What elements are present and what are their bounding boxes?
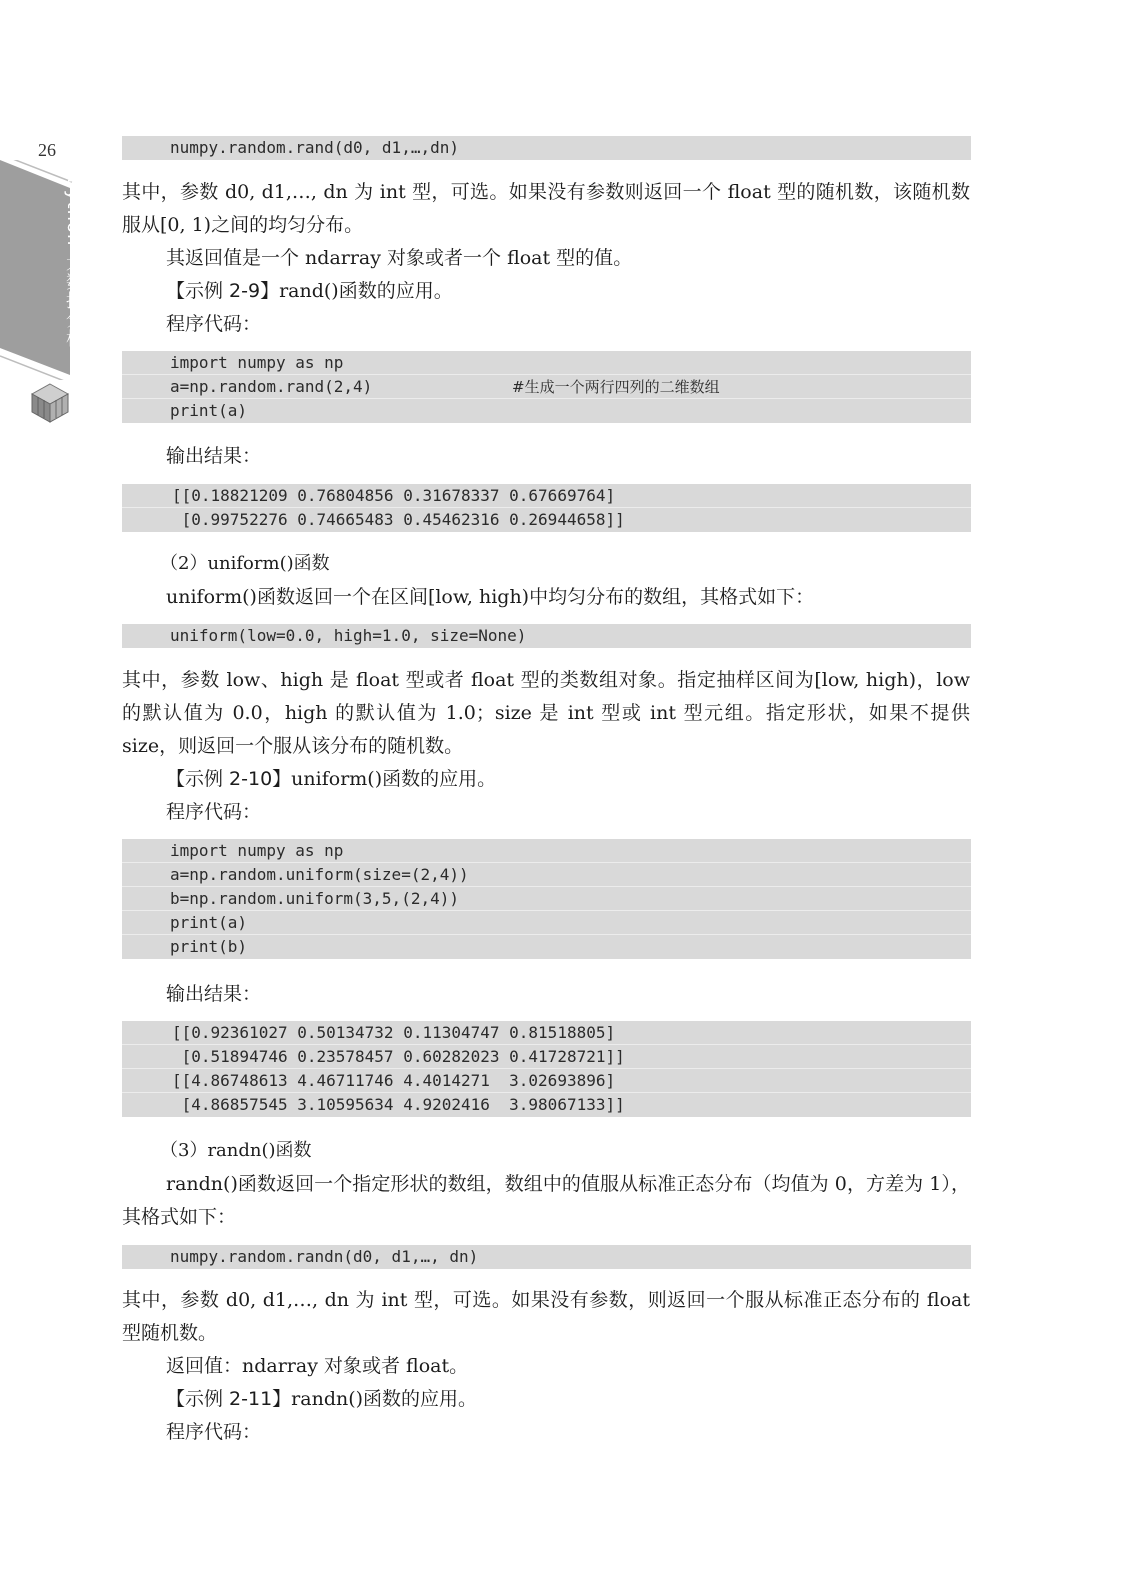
example-text: uniform()函数的应用。 (291, 768, 497, 790)
output-label: 输出结果： (166, 983, 262, 1005)
output-line: [[0.92361027 0.50134732 0.11304747 0.81518805] (122, 1021, 971, 1045)
example-tag: 【示例 2-11】 (166, 1388, 292, 1410)
output-line: [[4.86748613 4.46711746 4.4014271 3.02693896] (122, 1069, 971, 1093)
page-number: 26 (38, 140, 56, 160)
code-block-rand-signature (122, 136, 971, 160)
code-line (122, 375, 971, 399)
code-line (122, 351, 971, 375)
code-line: print(a) (122, 911, 971, 935)
code-block-example-2-9 (122, 351, 971, 423)
code-line: b=np.random.uniform(3,5,(2,4)) (122, 887, 971, 911)
output-line: [0.99752276 0.74665483 0.45462316 0.26944658]] (172, 510, 625, 529)
code-comment: #生成一个两行四列的二维数组 (512, 378, 720, 396)
side-tab-label: Python 大数据分析 (63, 178, 84, 349)
paragraph-randn-params: 其中，参数 d0, d1,…, dn 为 int 型，可选。如果没有参数，则返回一个服从标准正态分布的 float 型随机数。 (122, 1289, 970, 1344)
program-code-label: 程序代码： (166, 801, 262, 823)
paragraph-randn-intro: randn()函数返回一个指定形状的数组，数组中的值服从标准正态分布（均值为 0，方差为 1），其格式如下： (122, 1173, 970, 1228)
output-line: [0.51894746 0.23578457 0.60282023 0.41728721]] (122, 1045, 971, 1069)
code-line: import numpy as np (122, 839, 971, 863)
code-text: print(a) (170, 401, 248, 420)
output-block-example-2-10 (122, 1021, 971, 1117)
program-code-label: 程序代码： (166, 1421, 262, 1443)
paragraph-randn-return: 返回值：ndarray 对象或者 float。 (166, 1355, 469, 1377)
cube-icon (28, 380, 72, 428)
output-line: [4.86857545 3.10595634 4.9202416 3.98067133]] (172, 1095, 625, 1114)
code-line: numpy.random.rand(d0, d1,…,dn) (170, 138, 459, 157)
code-line: uniform(low=0.0, high=1.0, size=None) (170, 626, 527, 645)
code-block-randn-signature (122, 1245, 971, 1269)
example-tag: 【示例 2-10】 (166, 768, 292, 790)
example-text: rand()函数的应用。 (279, 280, 453, 302)
code-line (122, 399, 971, 423)
code-text: import numpy as np (170, 353, 344, 372)
code-block-uniform-signature (122, 624, 971, 648)
code-line: numpy.random.randn(d0, d1,…, dn) (170, 1247, 479, 1266)
code-line: a=np.random.uniform(size=(2,4)) (122, 863, 971, 887)
example-tag: 【示例 2-9】 (166, 280, 280, 302)
code-line: print(b) (170, 937, 248, 956)
program-code-label: 程序代码： (166, 313, 262, 335)
example-2-10-heading (166, 763, 496, 796)
example-2-9-heading (166, 275, 453, 308)
paragraph-rand-params: 其中，参数 d0, d1,…, dn 为 int 型，可选。如果没有参数则返回一个 float 型的随机数，该随机数服从[0, 1)之间的均匀分布。 (122, 181, 970, 236)
example-2-11-heading (166, 1383, 477, 1416)
output-block-example-2-9 (122, 484, 971, 532)
paragraph-uniform-intro: uniform()函数返回一个在区间[low, high)中均匀分布的数组，其格式如下： (166, 586, 815, 608)
output-label: 输出结果： (166, 445, 262, 467)
output-line: [[0.18821209 0.76804856 0.31678337 0.67669764] (122, 484, 971, 508)
example-text: randn()函数的应用。 (291, 1388, 478, 1410)
code-block-example-2-10 (122, 839, 971, 959)
code-text: a=np.random.rand(2,4) (170, 377, 373, 396)
section-heading-randn: （3）randn()函数 (160, 1140, 312, 1161)
paragraph-rand-return: 其返回值是一个 ndarray 对象或者一个 float 型的值。 (166, 247, 633, 269)
section-heading-uniform: （2）uniform()函数 (160, 553, 330, 574)
paragraph-uniform-params: 其中，参数 low、high 是 float 型或者 float 型的类数组对象。指定抽样区间为[low, high)，low 的默认值为 0.0，high 的默认值为 1.0；size 是 int 型或 int 型元组。指定形状，如果不提供 size，则返回一个服从该分布的随机数。 (122, 669, 970, 757)
